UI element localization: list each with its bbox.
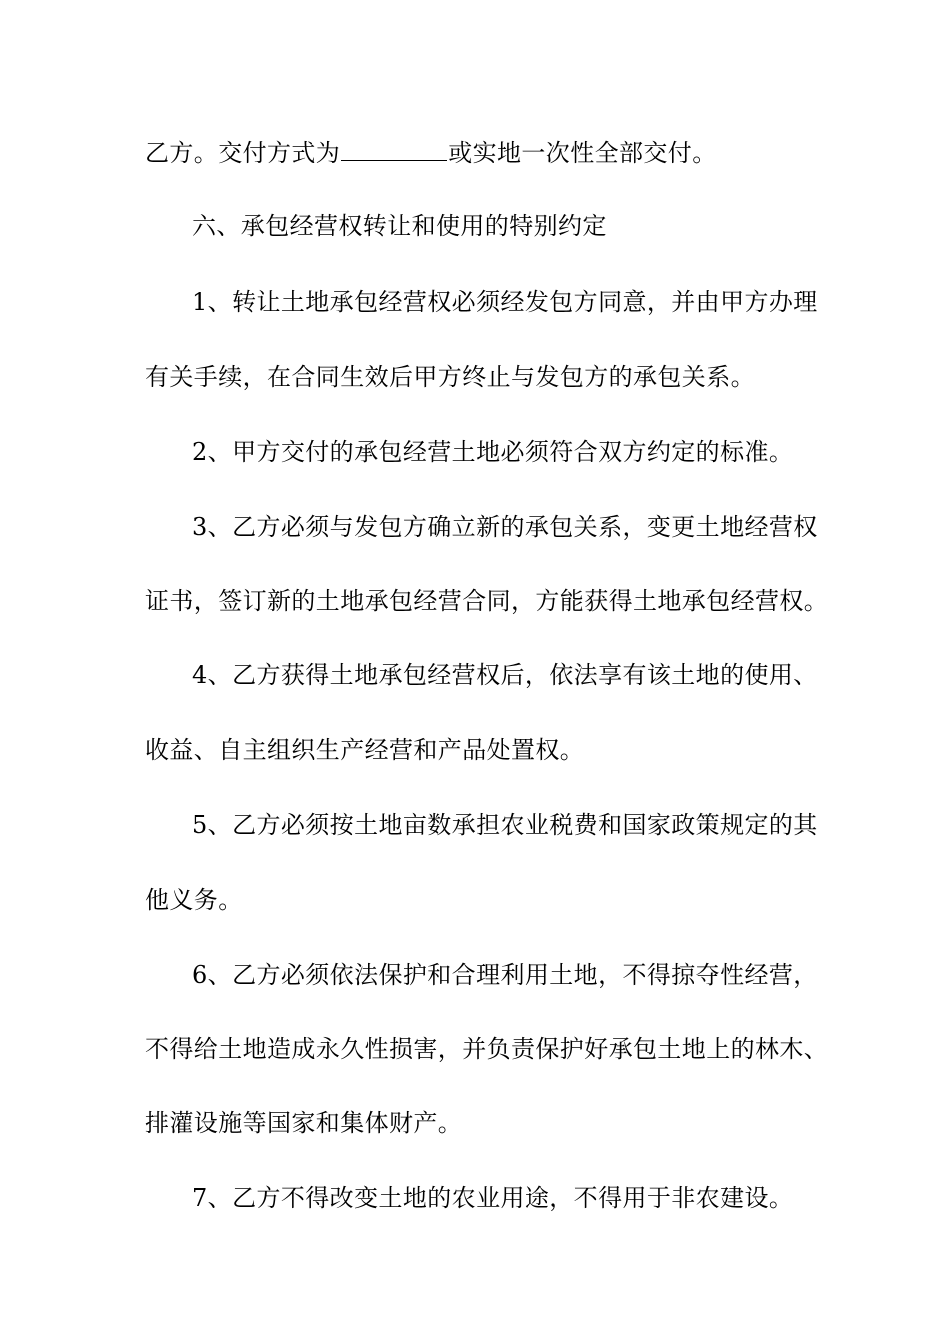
clause-1-line-1: 1、转让土地承包经营权必须经发包方同意，并由甲方办理: [192, 288, 818, 316]
clause-3-line-1: 3、乙方必须与发包方确立新的承包关系，变更土地经营权: [192, 513, 818, 541]
clause-3-line-2: 证书，签订新的土地承包经营合同，方能获得土地承包经营权。: [145, 587, 829, 615]
clause-4-line-1: 4、乙方获得土地承包经营权后，依法享有该土地的使用、: [192, 661, 818, 689]
section-heading: 六、承包经营权转让和使用的特别约定: [192, 212, 607, 240]
clause-6-line-3: 排灌设施等国家和集体财产。: [145, 1109, 463, 1137]
fill-in-blank: [341, 138, 447, 161]
clause-7-line-1: 7、乙方不得改变土地的农业用途，不得用于非农建设。: [192, 1184, 794, 1212]
clause-5-line-2: 他义务。: [145, 886, 243, 914]
text-segment: 乙方。交付方式为: [145, 139, 341, 167]
clause-2-line-1: 2、甲方交付的承包经营土地必须符合双方约定的标准。: [192, 438, 794, 466]
clause-4-line-2: 收益、自主组织生产经营和产品处置权。: [145, 736, 585, 764]
clause-6-line-1: 6、乙方必须依法保护和合理利用土地，不得掠夺性经营，: [192, 961, 818, 989]
clause-1-line-2: 有关手续，在合同生效后甲方终止与发包方的承包关系。: [145, 363, 755, 391]
clause-6-line-2: 不得给土地造成永久性损害，并负责保护好承包土地上的林木、: [145, 1035, 829, 1063]
clause-5-line-1: 5、乙方必须按土地亩数承担农业税费和国家政策规定的其: [192, 811, 818, 839]
text-line: [145, 138, 717, 168]
text-segment: 或实地一次性全部交付。: [448, 139, 717, 167]
